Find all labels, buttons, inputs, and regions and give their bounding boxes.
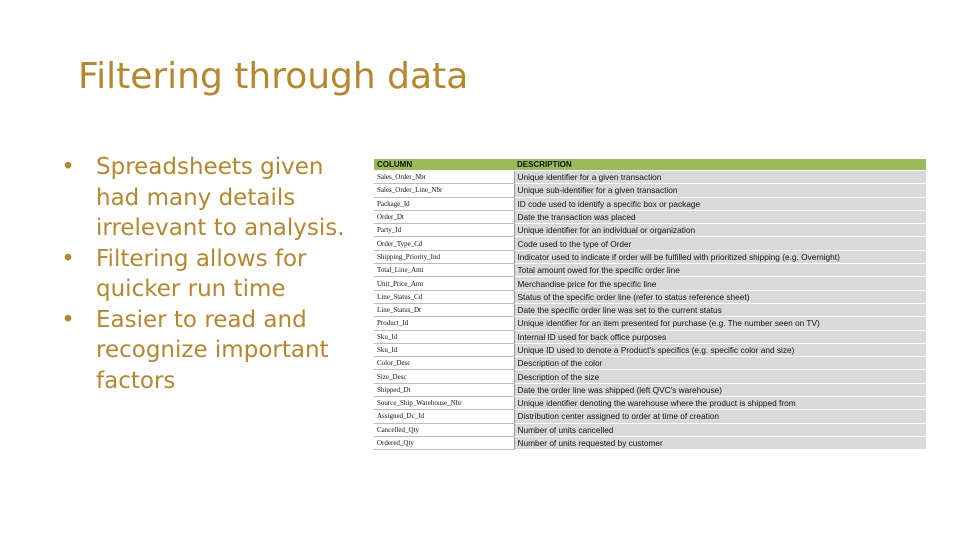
table-row bbox=[374, 423, 926, 436]
description-cell: Date the transaction was placed bbox=[514, 210, 926, 223]
description-cell: Date the order line was shipped (left QVC's warehouse) bbox=[514, 383, 926, 396]
column-name-cell: Unit_Price_Amt bbox=[374, 277, 514, 290]
description-cell: Unique sub-identifier for a given transaction bbox=[514, 184, 926, 197]
column-name-cell: Package_Id bbox=[374, 197, 514, 210]
description-cell: Number of units requested by customer bbox=[514, 436, 926, 449]
bullet-item bbox=[56, 152, 361, 244]
description-cell: Unique identifier for an item presented for purchase (e.g. The number seen on TV) bbox=[514, 317, 926, 330]
description-cell: Unique identifier denoting the warehouse where the product is shipped from bbox=[514, 397, 926, 410]
description-cell: Status of the specific order line (refer to status reference sheet) bbox=[514, 290, 926, 303]
column-name-cell: Assigned_Dc_Id bbox=[374, 410, 514, 423]
description-cell: ID code used to identify a specific box or package bbox=[514, 197, 926, 210]
description-cell: Distribution center assigned to order at time of creation bbox=[514, 410, 926, 423]
table-row bbox=[374, 277, 926, 290]
table-row bbox=[374, 184, 926, 197]
column-name-cell: Sales_Order_Line_Nbr bbox=[374, 184, 514, 197]
column-name-cell: Ordered_Qty bbox=[374, 436, 514, 449]
description-cell: Description of the color bbox=[514, 357, 926, 370]
slide-title: Filtering through data bbox=[78, 56, 469, 97]
table-row bbox=[374, 343, 926, 356]
column-name-cell: Line_Status_Dt bbox=[374, 303, 514, 316]
bullet-text: Spreadsheets given had many details irrelevant to analysis. bbox=[96, 154, 345, 241]
column-name-cell: Order_Dt bbox=[374, 210, 514, 223]
column-name-cell: Color_Desc bbox=[374, 357, 514, 370]
table-row bbox=[374, 370, 926, 383]
bullet-item bbox=[56, 305, 361, 397]
header-column: COLUMN bbox=[374, 159, 514, 171]
table-row bbox=[374, 410, 926, 423]
bullet-list bbox=[56, 152, 361, 396]
header-description: DESCRIPTION bbox=[514, 159, 926, 171]
bullet-text: Easier to read and recognize important factors bbox=[96, 306, 329, 394]
table-row bbox=[374, 250, 926, 263]
column-name-cell: Sku_Id bbox=[374, 343, 514, 356]
column-name-cell: Sku_Id bbox=[374, 330, 514, 343]
table-row bbox=[374, 290, 926, 303]
description-cell: Unique ID used to denote a Product's specifics (e.g. specific color and size) bbox=[514, 343, 926, 356]
description-cell: Number of units cancelled bbox=[514, 423, 926, 436]
description-cell: Internal ID used for back office purposes bbox=[514, 330, 926, 343]
description-cell: Description of the size bbox=[514, 370, 926, 383]
description-cell: Unique identifier for a given transaction bbox=[514, 171, 926, 184]
bullet-marker: • bbox=[61, 245, 75, 272]
bullet-text: Filtering allows for quicker run time bbox=[96, 245, 307, 302]
column-name-cell: Size_Desc bbox=[374, 370, 514, 383]
column-name-cell: Order_Type_Cd bbox=[374, 237, 514, 250]
table-row bbox=[374, 171, 926, 184]
description-cell: Indicator used to indicate if order will be fulfilled with prioritized shipping (e.g. Overnight) bbox=[514, 250, 926, 263]
bullet-marker: • bbox=[61, 306, 75, 333]
column-name-cell: Shipped_Dt bbox=[374, 383, 514, 396]
description-cell: Merchandise price for the specific line bbox=[514, 277, 926, 290]
table-row bbox=[374, 383, 926, 396]
column-name-cell: Source_Ship_Warehouse_Nbr bbox=[374, 397, 514, 410]
table-row bbox=[374, 197, 926, 210]
table-row bbox=[374, 210, 926, 223]
description-cell: Total amount owed for the specific order line bbox=[514, 264, 926, 277]
bullet-marker: • bbox=[61, 154, 75, 180]
column-name-cell: Shipping_Priority_Ind bbox=[374, 250, 514, 263]
column-name-cell: Total_Line_Amt bbox=[374, 264, 514, 277]
column-name-cell: Party_Id bbox=[374, 224, 514, 237]
column-description-table bbox=[374, 159, 926, 450]
column-name-cell: Line_Status_Cd bbox=[374, 290, 514, 303]
bullet-item bbox=[56, 244, 361, 305]
description-cell: Code used to the type of Order bbox=[514, 237, 926, 250]
table-row bbox=[374, 330, 926, 343]
column-name-cell: Cancelled_Qty bbox=[374, 423, 514, 436]
table-row bbox=[374, 397, 926, 410]
description-cell: Unique identifier for an individual or organization bbox=[514, 224, 926, 237]
description-cell: Date the specific order line was set to the current status bbox=[514, 303, 926, 316]
table-row bbox=[374, 357, 926, 370]
table-row bbox=[374, 303, 926, 316]
column-name-cell: Product_Id bbox=[374, 317, 514, 330]
table-row bbox=[374, 224, 926, 237]
table-row bbox=[374, 237, 926, 250]
table-row bbox=[374, 317, 926, 330]
table-row bbox=[374, 436, 926, 449]
column-name-cell: Sales_Order_Nbr bbox=[374, 171, 514, 184]
table-row bbox=[374, 264, 926, 277]
table-header-row bbox=[374, 159, 926, 171]
